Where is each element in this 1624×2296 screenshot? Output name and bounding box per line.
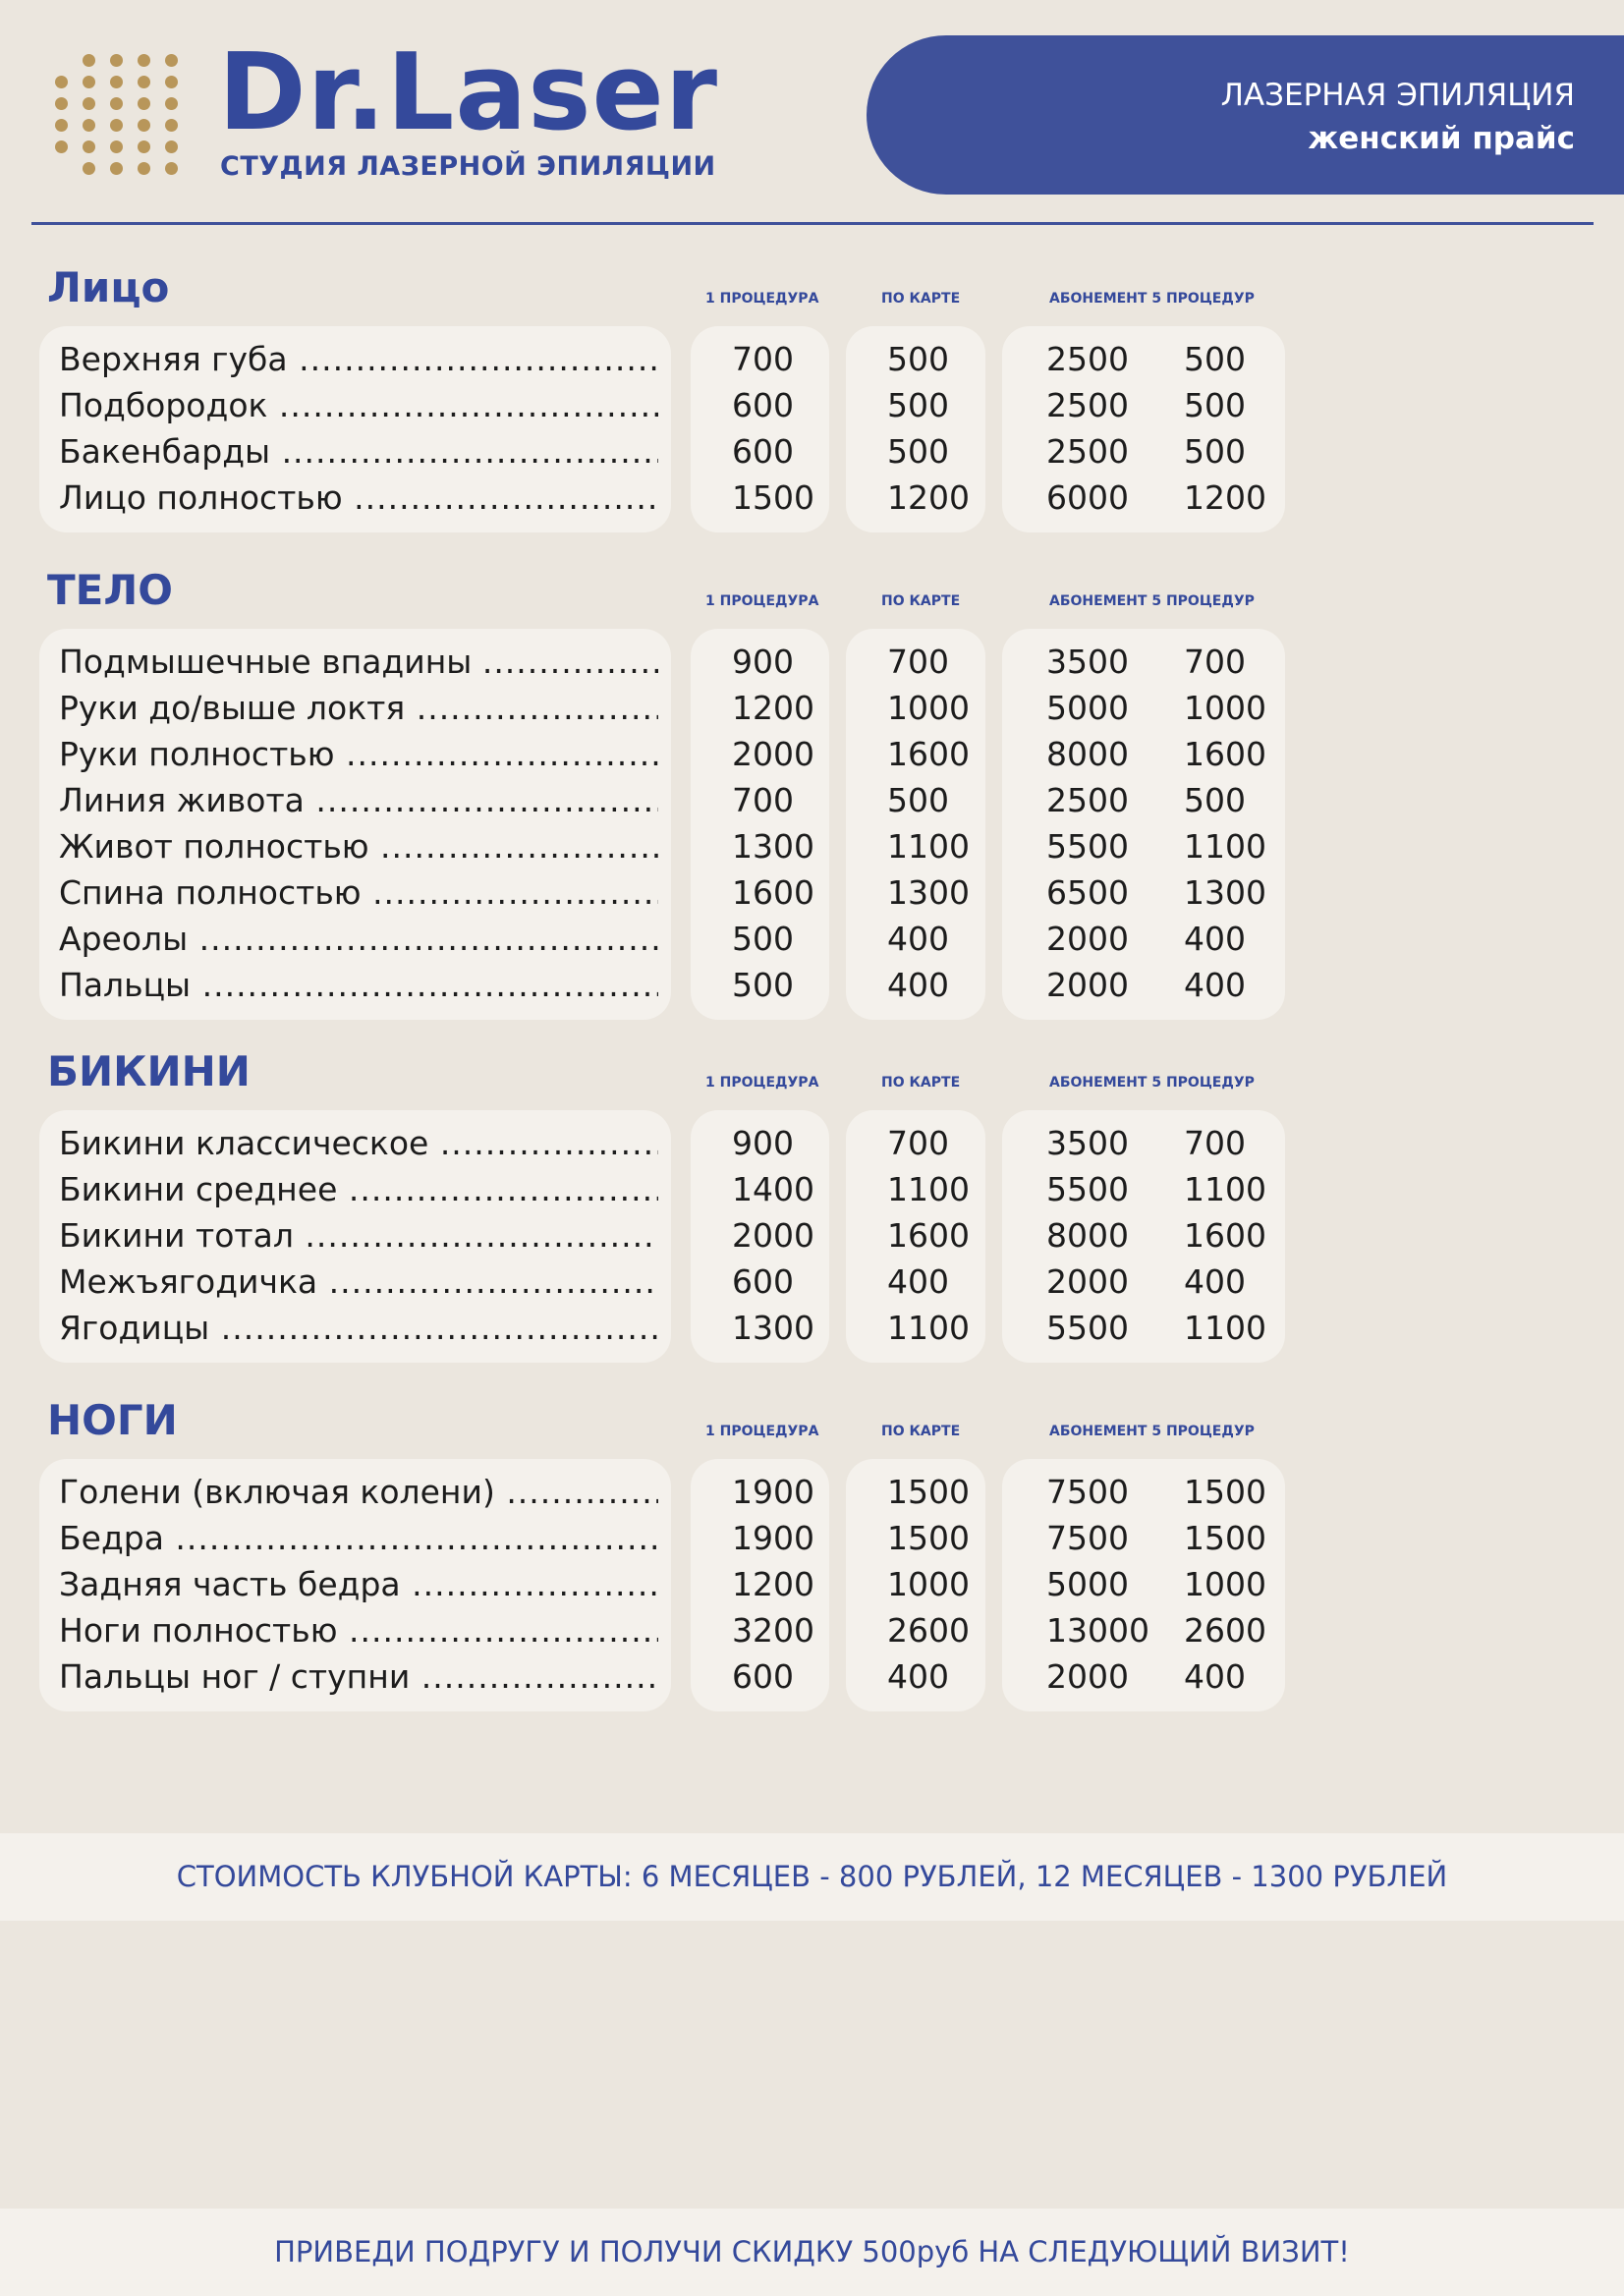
service-name: Подмышечные впадины ..... <box>59 639 658 685</box>
header-title: ЛАЗЕРНАЯ ЭПИЛЯЦИЯ <box>1220 78 1575 113</box>
price-card: 500 <box>887 340 949 378</box>
price-row <box>39 382 1297 428</box>
price-card: 1100 <box>887 1170 970 1208</box>
price-single: 600 <box>732 386 794 424</box>
price-subscription: 3500 <box>1046 643 1129 681</box>
price-subscription: 5500 <box>1046 1309 1129 1347</box>
price-subscription-each: 1000 <box>1184 1565 1266 1603</box>
price-subscription: 8000 <box>1046 735 1129 773</box>
price-row <box>39 685 1297 731</box>
section-title: БИКИНИ <box>47 1047 251 1095</box>
price-subscription: 7500 <box>1046 1519 1129 1557</box>
logo-dot <box>138 97 150 110</box>
price-row <box>39 1120 1297 1166</box>
logo-dot <box>55 140 68 153</box>
price-subscription: 2000 <box>1046 1262 1129 1301</box>
logo-dot <box>83 119 95 132</box>
logo-dot <box>165 76 178 88</box>
logo-dot <box>138 54 150 67</box>
price-single: 1900 <box>732 1473 814 1511</box>
logo-dot <box>138 140 150 153</box>
price-single: 1500 <box>732 478 814 517</box>
price-subscription-each: 1100 <box>1184 827 1266 866</box>
price-card: 500 <box>887 781 949 819</box>
service-name: Ареолы ..... <box>59 916 658 962</box>
price-subscription: 6500 <box>1046 873 1129 912</box>
price-card: 1600 <box>887 1216 970 1255</box>
price-card: 1600 <box>887 735 970 773</box>
price-single: 500 <box>732 920 794 958</box>
service-name: Верхняя губа ..... <box>59 336 658 382</box>
column-header-subscription: АБОНЕМЕНТ 5 ПРОЦЕДУР <box>1049 1075 1255 1091</box>
price-card: 1300 <box>887 873 970 912</box>
service-name: Спина полностью ..... <box>59 869 658 916</box>
logo-dot <box>83 76 95 88</box>
price-single: 1400 <box>732 1170 814 1208</box>
price-card: 400 <box>887 966 949 1004</box>
logo-dot <box>110 97 123 110</box>
price-single: 1300 <box>732 827 814 866</box>
price-card: 500 <box>887 386 949 424</box>
price-subscription-each: 1600 <box>1184 735 1266 773</box>
service-name: Бедра ..... <box>59 1515 658 1561</box>
brand-subtitle: СТУДИЯ ЛАЗЕРНОЙ ЭПИЛЯЦИИ <box>220 151 716 182</box>
price-row <box>39 1561 1297 1607</box>
price-single: 1200 <box>732 1565 814 1603</box>
price-single: 500 <box>732 966 794 1004</box>
column-header-card: ПО КАРТЕ <box>881 1075 961 1091</box>
service-name: Голени (включая колени) ..... <box>59 1469 658 1515</box>
service-name: Руки до/выше локтя ..... <box>59 685 658 731</box>
price-subscription: 2500 <box>1046 781 1129 819</box>
price-row <box>39 731 1297 777</box>
logo-dot <box>165 140 178 153</box>
logo-dot <box>138 162 150 175</box>
service-name: Пальцы ..... <box>59 962 658 1008</box>
price-card: 400 <box>887 920 949 958</box>
price-single: 700 <box>732 781 794 819</box>
price-single: 1600 <box>732 873 814 912</box>
price-single: 900 <box>732 643 794 681</box>
column-header-subscription: АБОНЕМЕНТ 5 ПРОЦЕДУР <box>1049 593 1255 609</box>
column-header-card: ПО КАРТЕ <box>881 1424 961 1439</box>
price-subscription: 5500 <box>1046 1170 1129 1208</box>
column-header-card: ПО КАРТЕ <box>881 593 961 609</box>
price-single: 900 <box>732 1124 794 1162</box>
price-subscription-each: 500 <box>1184 386 1246 424</box>
price-row <box>39 428 1297 475</box>
price-row <box>39 1212 1297 1259</box>
price-single: 1900 <box>732 1519 814 1557</box>
header-banner <box>867 35 1624 195</box>
logo-dot <box>165 162 178 175</box>
price-subscription-each: 1100 <box>1184 1309 1266 1347</box>
section-title: ТЕЛО <box>47 566 173 614</box>
price-subscription-each: 1500 <box>1184 1519 1266 1557</box>
price-section <box>39 566 1297 1020</box>
price-subscription: 8000 <box>1046 1216 1129 1255</box>
price-subscription-each: 400 <box>1184 920 1246 958</box>
price-row <box>39 1305 1297 1351</box>
price-card: 400 <box>887 1657 949 1696</box>
service-name: Ягодицы ..... <box>59 1305 658 1351</box>
price-subscription-each: 1500 <box>1184 1473 1266 1511</box>
logo-dot <box>110 54 123 67</box>
club-card-note: СТОИМОСТЬ КЛУБНОЙ КАРТЫ: 6 МЕСЯЦЕВ - 800 РУБЛЕЙ, 12 МЕСЯЦЕВ - 1300 РУБЛЕЙ <box>0 1833 1624 1921</box>
dots-logo-icon <box>55 54 197 184</box>
price-subscription-each: 1600 <box>1184 1216 1266 1255</box>
logo-dot <box>110 162 123 175</box>
column-header-subscription: АБОНЕМЕНТ 5 ПРОЦЕДУР <box>1049 291 1255 307</box>
service-name: Задняя часть бедра ..... <box>59 1561 658 1607</box>
price-row <box>39 777 1297 823</box>
service-name: Ноги полностью ..... <box>59 1607 658 1653</box>
price-row <box>39 962 1297 1008</box>
logo-dot <box>165 54 178 67</box>
price-row <box>39 1653 1297 1700</box>
price-row <box>39 475 1297 521</box>
service-name: Пальцы ног / ступни ..... <box>59 1653 658 1700</box>
price-single: 600 <box>732 432 794 471</box>
price-card: 1100 <box>887 827 970 866</box>
price-subscription-each: 400 <box>1184 966 1246 1004</box>
column-header-single: 1 ПРОЦЕДУРА <box>705 1075 819 1091</box>
price-subscription: 5000 <box>1046 689 1129 727</box>
column-header-card: ПО КАРТЕ <box>881 291 961 307</box>
service-name: Лицо полностью ..... <box>59 475 658 521</box>
price-row <box>39 1166 1297 1212</box>
price-subscription: 13000 <box>1046 1611 1149 1650</box>
price-single: 2000 <box>732 1216 814 1255</box>
service-name: Бикини тотал ..... <box>59 1212 658 1259</box>
price-single: 600 <box>732 1262 794 1301</box>
logo-dot <box>55 76 68 88</box>
logo-dot <box>83 140 95 153</box>
price-subscription-each: 1100 <box>1184 1170 1266 1208</box>
price-subscription-each: 1200 <box>1184 478 1266 517</box>
price-card: 1100 <box>887 1309 970 1347</box>
price-section <box>39 263 1297 532</box>
price-single: 700 <box>732 340 794 378</box>
logo-dot <box>83 162 95 175</box>
price-subscription-each: 500 <box>1184 340 1246 378</box>
price-subscription-each: 400 <box>1184 1657 1246 1696</box>
price-card: 700 <box>887 643 949 681</box>
price-subscription: 2000 <box>1046 1657 1129 1696</box>
price-subscription: 3500 <box>1046 1124 1129 1162</box>
service-name: Бакенбарды ..... <box>59 428 658 475</box>
service-name: Подбородок ..... <box>59 382 658 428</box>
logo-dot <box>110 76 123 88</box>
price-single: 3200 <box>732 1611 814 1650</box>
price-subscription-each: 2600 <box>1184 1611 1266 1650</box>
brand-name: Dr.Laser <box>218 31 719 154</box>
price-row <box>39 823 1297 869</box>
price-card: 500 <box>887 432 949 471</box>
price-row <box>39 1515 1297 1561</box>
logo-dot <box>110 140 123 153</box>
service-name: Линия живота ..... <box>59 777 658 823</box>
logo-dot <box>83 97 95 110</box>
price-card: 400 <box>887 1262 949 1301</box>
price-subscription: 2000 <box>1046 920 1129 958</box>
logo-dot <box>55 97 68 110</box>
price-subscription-each: 400 <box>1184 1262 1246 1301</box>
price-row <box>39 869 1297 916</box>
logo-dot <box>138 76 150 88</box>
logo-dot <box>83 54 95 67</box>
price-subscription: 2500 <box>1046 340 1129 378</box>
service-name: Межъягодичка ..... <box>59 1259 658 1305</box>
logo-dot <box>110 119 123 132</box>
price-subscription-each: 1000 <box>1184 689 1266 727</box>
price-subscription: 5000 <box>1046 1565 1129 1603</box>
price-card: 700 <box>887 1124 949 1162</box>
price-subscription: 2500 <box>1046 432 1129 471</box>
service-name: Живот полностью ..... <box>59 823 658 869</box>
header-divider <box>31 222 1594 225</box>
price-row <box>39 639 1297 685</box>
price-single: 600 <box>732 1657 794 1696</box>
price-subscription-each: 500 <box>1184 432 1246 471</box>
price-subscription-each: 1300 <box>1184 873 1266 912</box>
column-header-subscription: АБОНЕМЕНТ 5 ПРОЦЕДУР <box>1049 1424 1255 1439</box>
logo-dot <box>138 119 150 132</box>
price-subscription: 5500 <box>1046 827 1129 866</box>
brand-logo <box>55 31 719 192</box>
logo-dot <box>165 97 178 110</box>
price-subscription: 6000 <box>1046 478 1129 517</box>
price-card: 1000 <box>887 689 970 727</box>
price-row <box>39 916 1297 962</box>
price-card: 2600 <box>887 1611 970 1650</box>
price-single: 2000 <box>732 735 814 773</box>
column-header-single: 1 ПРОЦЕДУРА <box>705 593 819 609</box>
price-subscription-each: 700 <box>1184 1124 1246 1162</box>
header-subtitle: женский прайс <box>1308 121 1575 156</box>
column-header-single: 1 ПРОЦЕДУРА <box>705 291 819 307</box>
price-row <box>39 1259 1297 1305</box>
service-name: Руки полностью ..... <box>59 731 658 777</box>
section-title: Лицо <box>47 263 170 311</box>
price-row <box>39 336 1297 382</box>
logo-dot <box>165 119 178 132</box>
price-row <box>39 1469 1297 1515</box>
price-single: 1200 <box>732 689 814 727</box>
price-section <box>39 1396 1297 1711</box>
price-subscription: 7500 <box>1046 1473 1129 1511</box>
logo-dot <box>55 119 68 132</box>
service-name: Бикини среднее ..... <box>59 1166 658 1212</box>
price-card: 1500 <box>887 1473 970 1511</box>
price-subscription: 2000 <box>1046 966 1129 1004</box>
price-section <box>39 1047 1297 1363</box>
price-row <box>39 1607 1297 1653</box>
service-name: Бикини классическое ..... <box>59 1120 658 1166</box>
price-subscription: 2500 <box>1046 386 1129 424</box>
price-subscription-each: 500 <box>1184 781 1246 819</box>
price-card: 1200 <box>887 478 970 517</box>
column-header-single: 1 ПРОЦЕДУРА <box>705 1424 819 1439</box>
price-single: 1300 <box>732 1309 814 1347</box>
promo-note: ПРИВЕДИ ПОДРУГУ И ПОЛУЧИ СКИДКУ 500руб НА СЛЕДУЮЩИЙ ВИЗИТ! <box>0 2209 1624 2296</box>
price-card: 1500 <box>887 1519 970 1557</box>
price-subscription-each: 700 <box>1184 643 1246 681</box>
section-title: НОГИ <box>47 1396 178 1444</box>
price-card: 1000 <box>887 1565 970 1603</box>
